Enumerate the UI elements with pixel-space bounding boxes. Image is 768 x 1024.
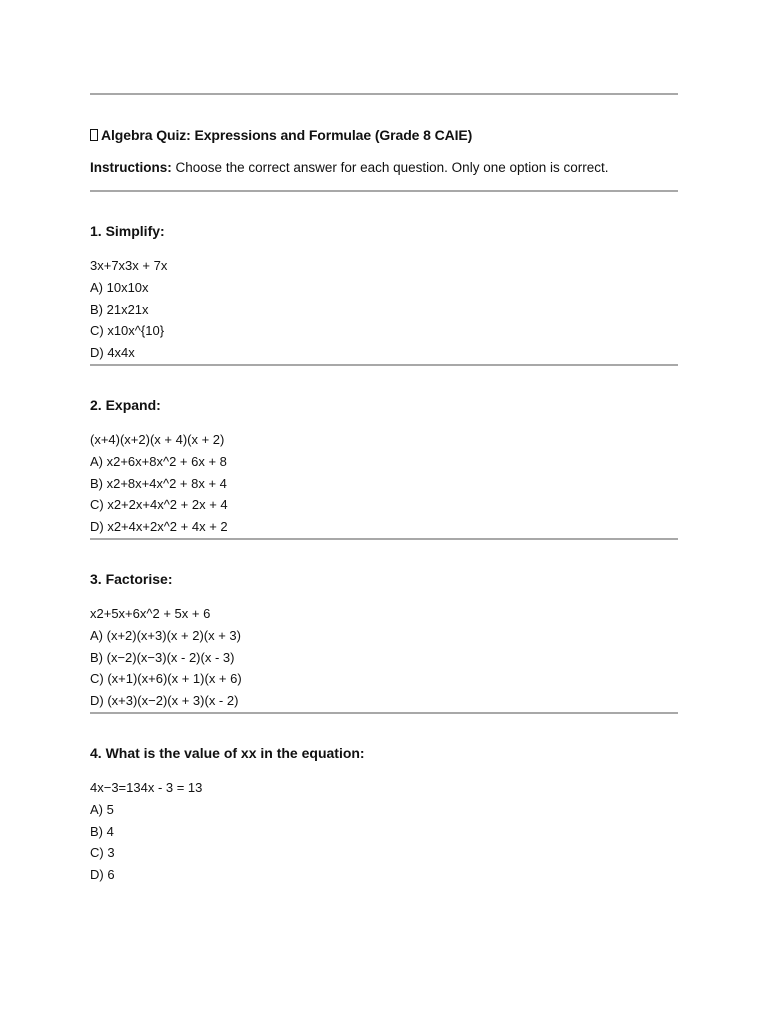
question-body [90,777,678,886]
question-title: 4. What is the value of xx in the equation: [90,744,365,761]
answer-option: B) x2+8x+4x^2 + 8x + 4 [90,475,227,491]
divider [90,93,678,95]
question-2 [90,366,678,538]
question-expression: 4x−3=134x - 3 = 13 [90,779,203,795]
answer-option: C) x2+2x+4x^2 + 2x + 4 [90,497,228,513]
answer-option: D) 4x4x [90,345,135,361]
answer-option: B) (x−2)(x−3)(x - 2)(x - 3) [90,649,235,665]
answer-option: C) (x+1)(x+6)(x + 1)(x + 6) [90,671,242,687]
question-title: 3. Factorise: [90,570,173,587]
answer-option: B) 4 [90,823,114,839]
question-expression: (x+4)(x+2)(x + 4)(x + 2) [90,431,225,447]
quiz-title [90,126,678,144]
answer-option: B) 21x21x [90,301,149,317]
question-body [90,603,678,712]
instructions-text: Choose the correct answer for each question. Only one option is correct. [175,160,609,175]
question-expression: 3x+7x3x + 7x [90,258,168,273]
instructions-label: Instructions: [90,160,172,175]
quiz-title-text: Algebra Quiz: Expressions and Formulae (Grade 8 CAIE) [101,127,473,143]
instructions [90,159,678,177]
question-title: 2. Expand: [90,396,161,413]
answer-option: A) x2+6x+8x^2 + 6x + 8 [90,453,227,469]
answer-option: D) (x+3)(x−2)(x + 3)(x - 2) [90,693,239,709]
question-4 [90,714,678,886]
answer-option: D) 6 [90,867,115,883]
answer-option: C) 3 [90,845,115,861]
answer-option: A) 10x10x [90,279,149,295]
answer-option: A) 5 [90,801,114,817]
question-body [90,255,678,364]
question-1 [90,192,678,364]
missing-glyph-icon [90,129,98,141]
answer-option: D) x2+4x+2x^2 + 4x + 2 [90,519,228,535]
quiz-content [90,93,678,886]
question-body [90,429,678,538]
question-3 [90,540,678,712]
answer-option: C) x10x^{10} [90,323,165,339]
answer-option: A) (x+2)(x+3)(x + 2)(x + 3) [90,627,241,643]
question-title: 1. Simplify: [90,223,165,239]
question-expression: x2+5x+6x^2 + 5x + 6 [90,605,211,621]
